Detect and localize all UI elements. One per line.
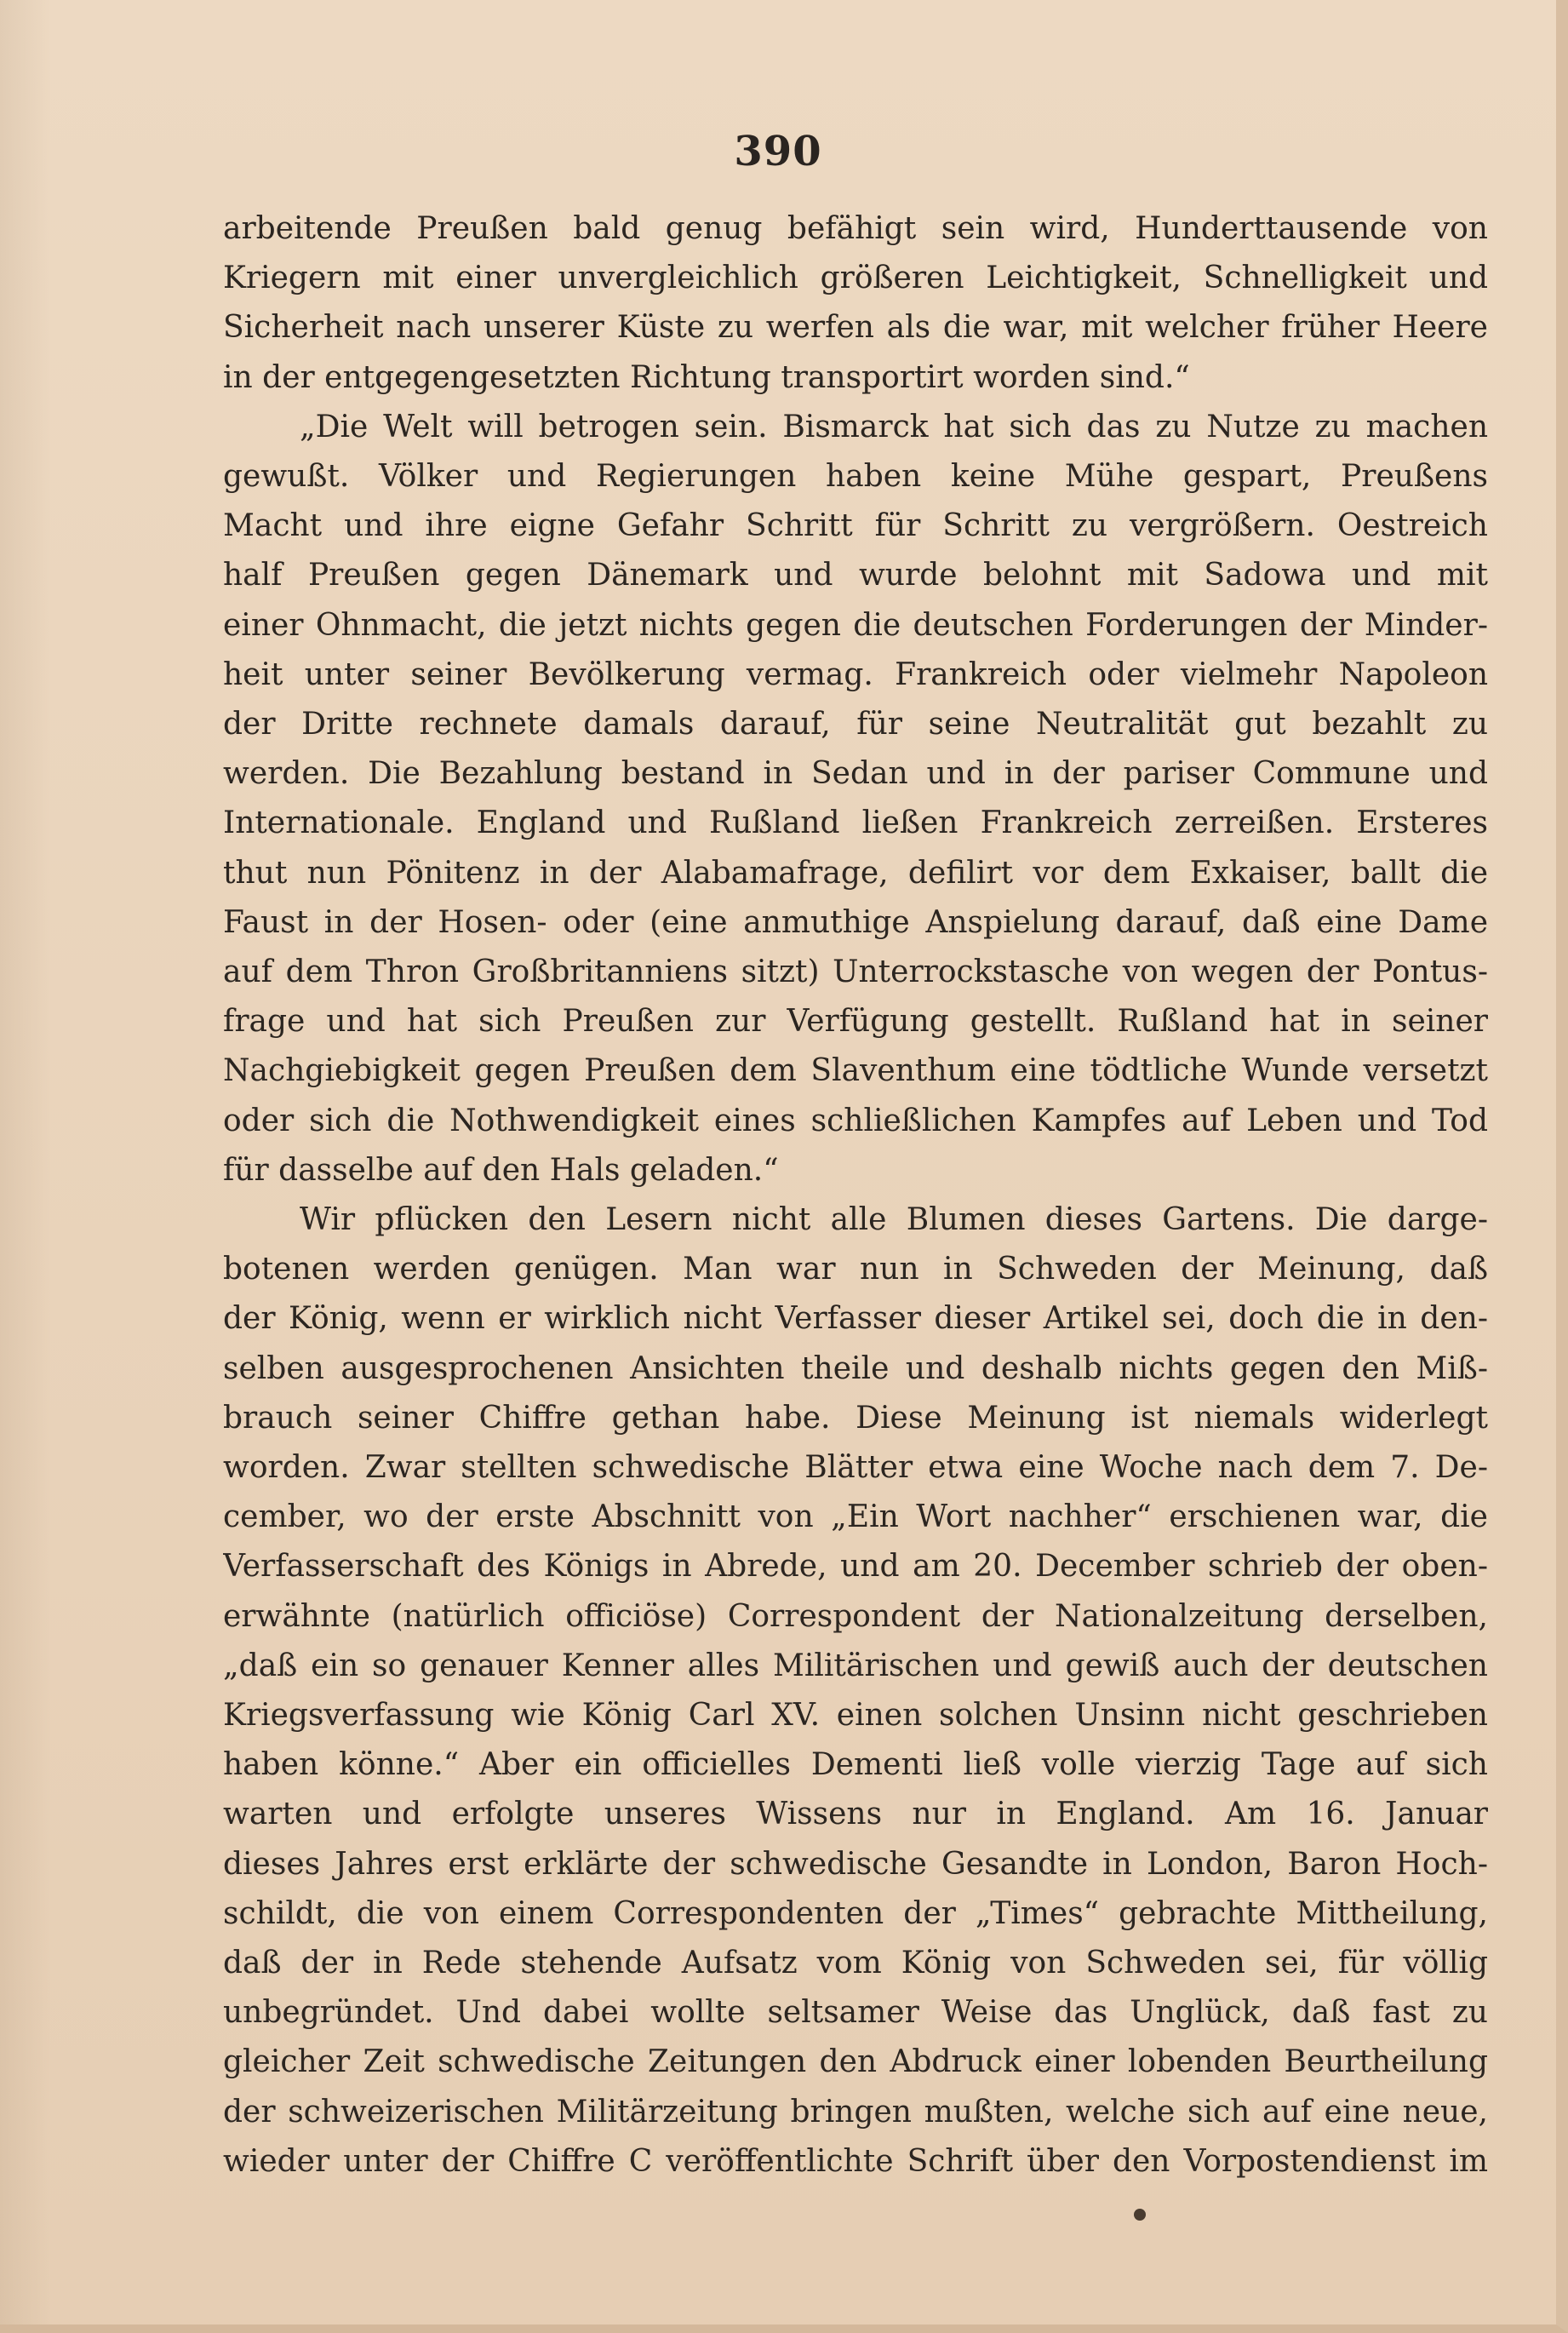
text-line: haben könne.“ Aber ein officielles Dementi ließ volle vierzig Tage auf sich xyxy=(223,1747,1488,1782)
text-line: schildt, die von einem Correspondenten der „Times“ gebrachte Mittheilung, xyxy=(223,1896,1488,1931)
text-line: gewußt. Völker und Regierungen haben keine Mühe gespart, Preußens xyxy=(223,459,1488,494)
text-line: oder sich die Nothwendigkeit eines schließlichen Kampfes auf Leben und Tod xyxy=(223,1103,1488,1138)
body-text xyxy=(223,204,1488,2205)
text-line: brauch seiner Chiffre gethan habe. Diese Meinung ist niemals widerlegt xyxy=(223,1401,1488,1436)
text-line: dieses Jahres erst erklärte der schwedische Gesandte in London, Baron Hoch- xyxy=(223,1847,1488,1882)
text-line: arbeitende Preußen bald genug befähigt sein wird, Hunderttausende von xyxy=(223,211,1488,246)
text-line: worden. Zwar stellten schwedische Blätter etwa eine Woche nach dem 7. De- xyxy=(223,1450,1488,1485)
text-line: wieder unter der Chiffre C veröffentlichte Schrift über den Vorpostendienst im xyxy=(223,2144,1488,2179)
text-line: auf dem Thron Großbritanniens sitzt) Unterrockstasche von wegen der Pontus- xyxy=(223,954,1488,989)
text-line: cember, wo der erste Abschnitt von „Ein Wort nachher“ erschienen war, die xyxy=(223,1499,1488,1534)
ink-spot xyxy=(1134,2209,1146,2221)
text-line: thut nun Pönitenz in der Alabamafrage, defilirt vor dem Exkaiser, ballt die xyxy=(223,856,1488,891)
text-line: für dasselbe auf den Hals geladen.“ xyxy=(223,1153,779,1188)
text-line: Verfasserschaft des Königs in Abrede, und am 20. December schrieb der oben- xyxy=(223,1549,1488,1584)
text-line: daß der in Rede stehende Aufsatz vom König von Schweden sei, für völlig xyxy=(223,1946,1488,1980)
text-line: in der entgegengesetzten Richtung transportirt worden sind.“ xyxy=(223,360,1190,395)
text-line: Nachgiebigkeit gegen Preußen dem Slaventhum eine tödtliche Wunde versetzt xyxy=(223,1053,1488,1088)
text-line: half Preußen gegen Dänemark und wurde belohnt mit Sadowa und mit xyxy=(223,558,1488,593)
text-line: der König, wenn er wirklich nicht Verfasser dieser Artikel sei, doch die in den- xyxy=(223,1301,1488,1336)
text-line: Sicherheit nach unserer Küste zu werfen als die war, mit welcher früher Heere xyxy=(223,310,1488,345)
text-line: botenen werden genügen. Man war nun in Schweden der Meinung, daß xyxy=(223,1252,1488,1287)
text-line: „daß ein so genauer Kenner alles Militärischen und gewiß auch der deutschen xyxy=(223,1648,1488,1683)
text-line: unbegründet. Und dabei wollte seltsamer Weise das Unglück, daß fast zu xyxy=(223,1995,1488,2030)
text-line: werden. Die Bezahlung bestand in Sedan und in der pariser Commune und xyxy=(223,756,1488,791)
text-line: heit unter seiner Bevölkerung vermag. Frankreich oder vielmehr Napoleon xyxy=(223,657,1488,692)
text-line: erwähnte (natürlich officiöse) Correspondent der Nationalzeitung derselben, xyxy=(223,1599,1488,1634)
text-line: Kriegsverfassung wie König Carl XV. einen solchen Unsinn nicht geschrieben xyxy=(223,1698,1488,1733)
text-line: gleicher Zeit schwedische Zeitungen den Abdruck einer lobenden Beurtheilung xyxy=(223,2044,1488,2079)
text-line: einer Ohnmacht, die jetzt nichts gegen die deutschen Forderungen der Minder- xyxy=(223,608,1488,643)
text-line: Internationale. England und Rußland ließen Frankreich zerreißen. Ersteres xyxy=(223,805,1488,840)
text-line: der Dritte rechnete damals darauf, für seine Neutralität gut bezahlt zu xyxy=(223,707,1488,742)
text-line: Macht und ihre eigne Gefahr Schritt für Schritt zu vergrößern. Oestreich xyxy=(223,508,1488,543)
text-line: selben ausgesprochenen Ansichten theile und deshalb nichts gegen den Miß- xyxy=(223,1351,1488,1386)
text-line: warten und erfolgte unseres Wissens nur in England. Am 16. Januar xyxy=(223,1797,1488,1831)
text-line: Wir pflücken den Lesern nicht alle Blumen dieses Gartens. Die darge- xyxy=(300,1202,1488,1237)
text-line: frage und hat sich Preußen zur Verfügung gestellt. Rußland hat in seiner xyxy=(223,1004,1488,1039)
text-line: der schweizerischen Militärzeitung bringen mußten, welche sich auf eine neue, xyxy=(223,2095,1488,2130)
text-line: Faust in der Hosen- oder (eine anmuthige Anspielung darauf, daß eine Dame xyxy=(223,905,1488,940)
text-line: Kriegern mit einer unvergleichlich größeren Leichtigkeit, Schnelligkeit und xyxy=(223,261,1488,295)
page-number: 390 xyxy=(734,128,822,175)
text-line: „Die Welt will betrogen sein. Bismarck hat sich das zu Nutze zu machen xyxy=(300,410,1488,444)
